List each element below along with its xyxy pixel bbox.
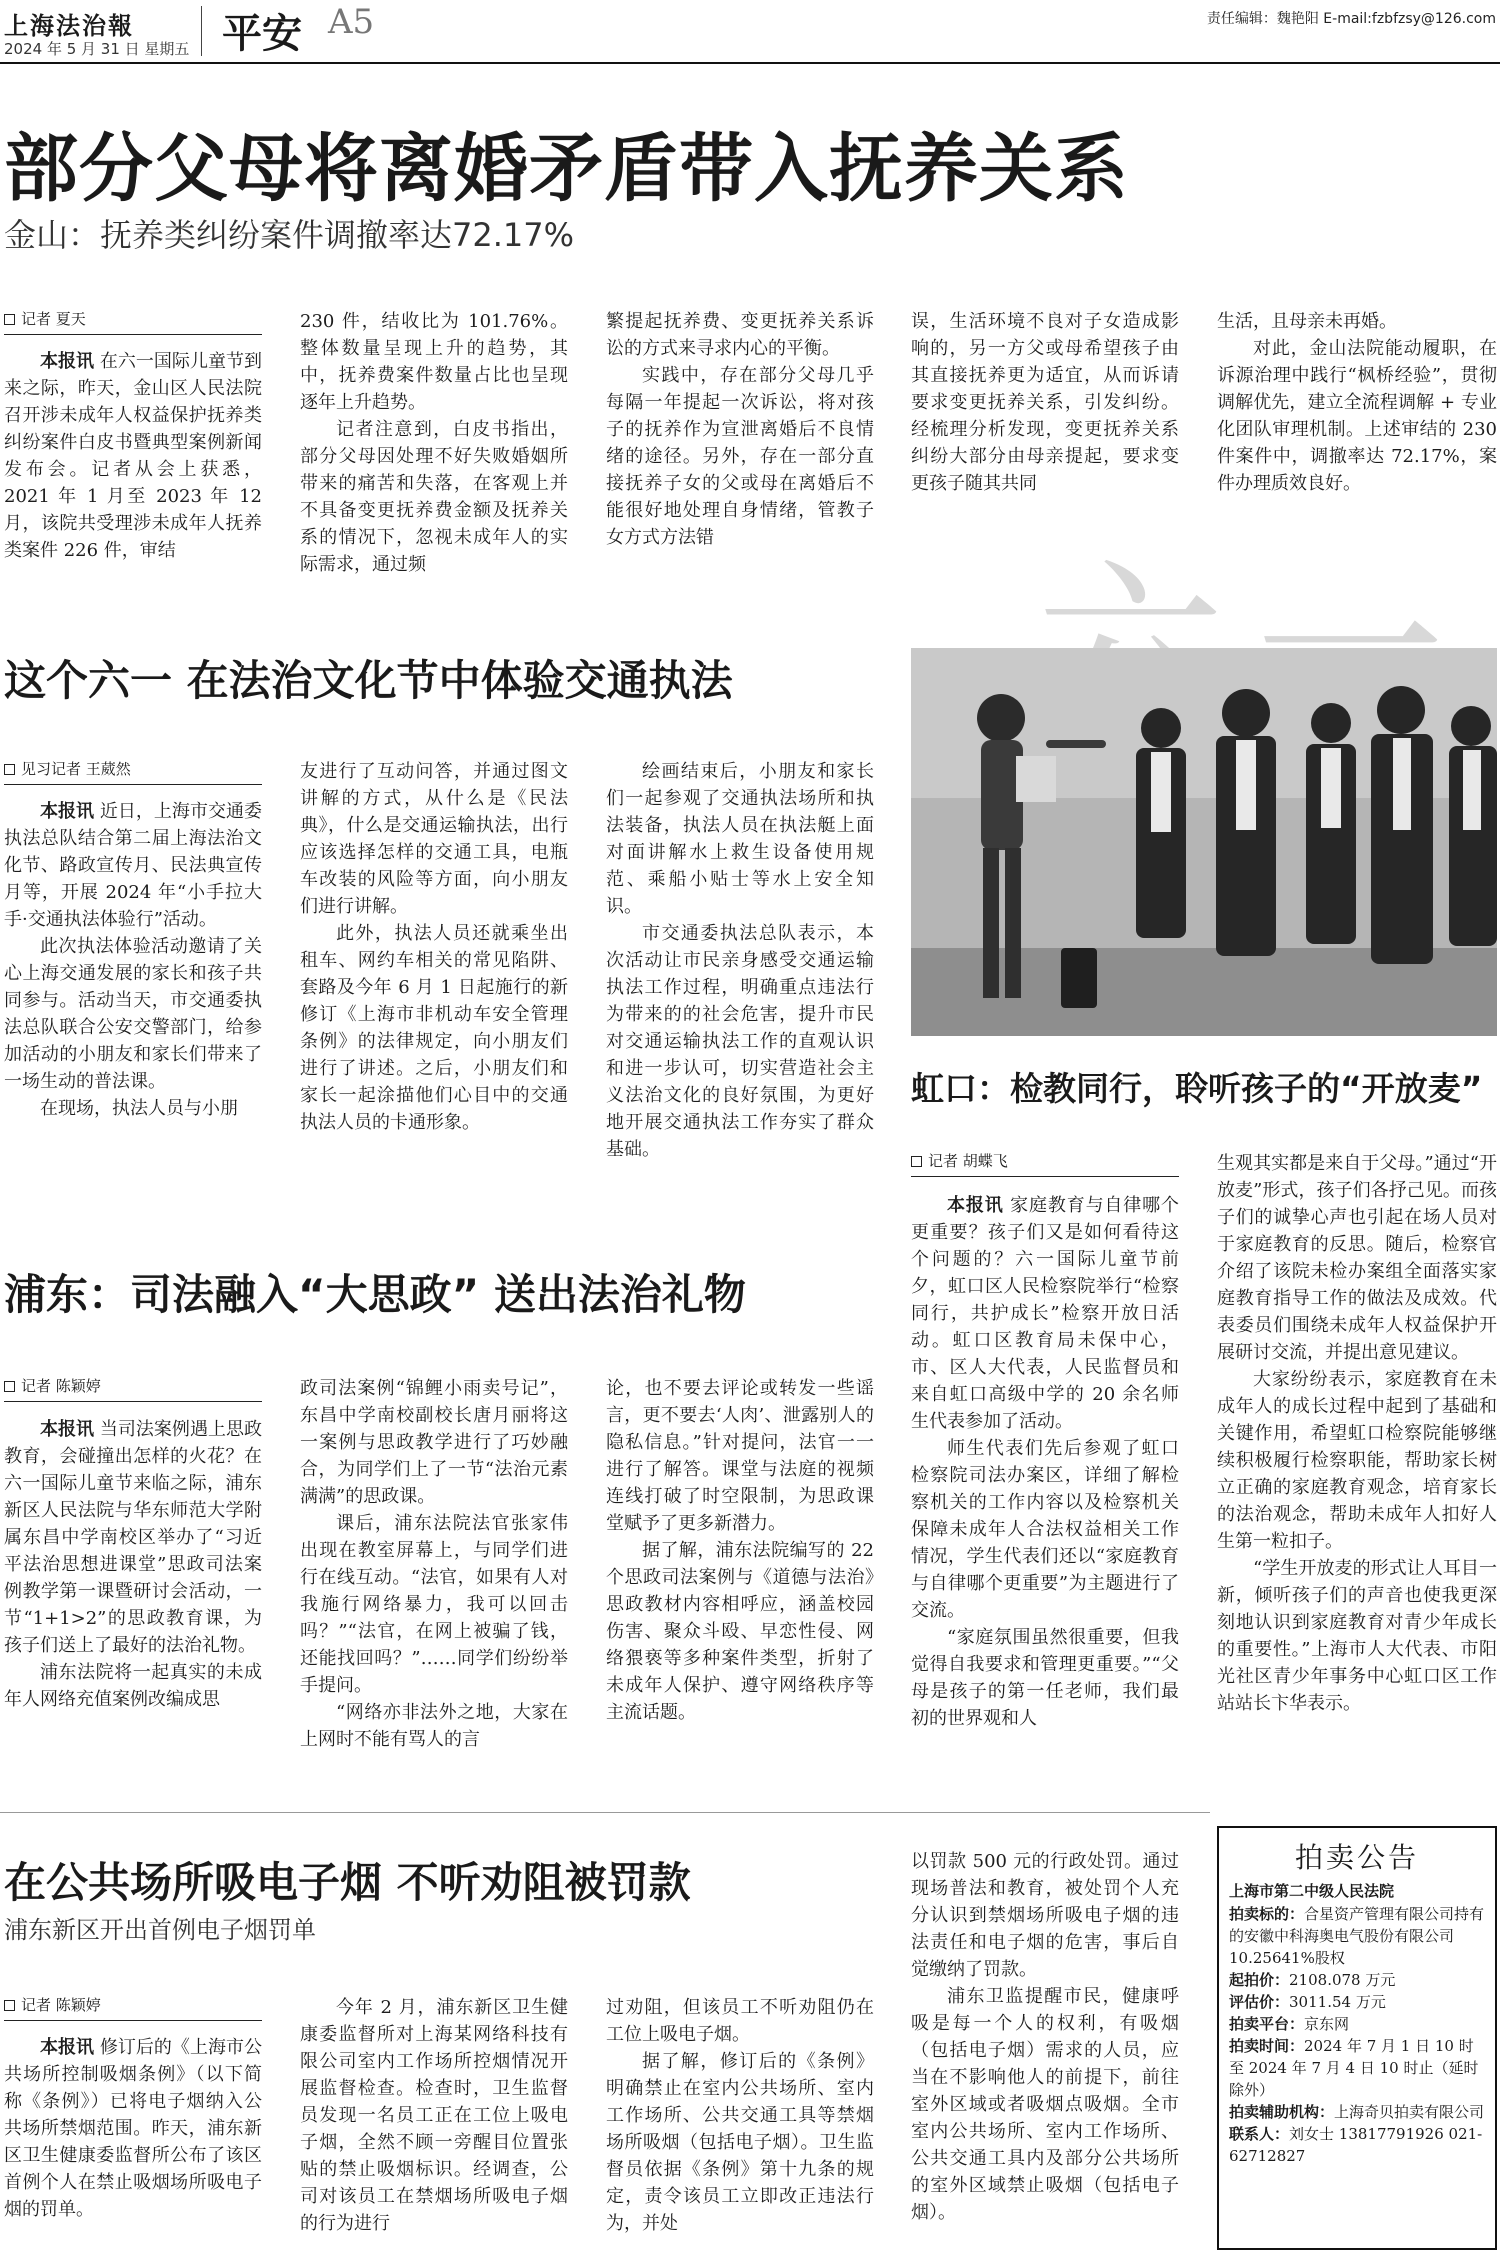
byline-marker <box>4 1381 15 1392</box>
newspaper-logo: 上海法治報 <box>4 11 134 40</box>
story2-col3-p2: 市交通委执法总队表示，本次活动让市民亲身感受交通运输执法工作过程，明确重点违法行为带来的的社会危害，提升市民对交通运输执法工作的直观认识和进一步认可，切实营造社会主义法治文化的良好氛围，为更好地开展交通执法工作夯实了群众基础。 <box>606 923 874 1160</box>
story3-headline: 虹口：检教同行，聆听孩子的“开放麦” <box>911 1069 1483 1108</box>
story3-col2-p2: 大家纷纷表示，家庭教育在未成年人的成长过程中起到了基础和关键作用，希望虹口检察院能够继续积极履行检察职能，帮助家长树立正确的家庭教育观念，培育家长的法治观念，帮助未成年人扣好人生第一粒扣子。 <box>1217 1369 1497 1552</box>
auction-notice <box>1217 1826 1497 2250</box>
story1-col4-p1: 误，生活环境不良对子女造成影响的，另一方父或母希望孩子由其直接抚养更为适宜，从而诉请要求变更抚养关系，引发纠纷。经梳理分析发现，变更抚养关系纠纷大部分由母亲提起，要求变更孩子随其共同 <box>911 311 1179 494</box>
story1-col3-p1: 繁提起抚养费、变更抚养关系诉讼的方式来寻求内心的平衡。 <box>606 311 874 359</box>
story4-col3-p2: 据了解，浦东法院编写的 22 个思政司法案例与《道德与法治》思政教材内容相呼应，涵盖校园伤害、聚众斗殴、早恋性侵、网络猥亵等多种案件类型，折射了未成年人保护、遵守网络秩序等主流话题。 <box>606 1540 874 1723</box>
story1-byline <box>4 308 262 335</box>
story5-headline: 在公共场所吸电子烟 不听劝阻被罚款 <box>4 1858 691 1907</box>
story5-column-3 <box>606 1994 874 2250</box>
byline-text: 记者 夏天 <box>21 310 86 328</box>
byline-text: 见习记者 王葳然 <box>21 760 131 778</box>
section-divider <box>0 1812 1210 1813</box>
story4-col1-p2: 浦东法院将一起真实的未成年人网络充值案例改编成思 <box>4 1662 262 1710</box>
story4-col2-p2: 课后，浦东法院法官张家伟出现在教室屏幕上，与同学们进行在线互动。“法官，如果有人对我施行网络暴力，我可以回击吗？”“法官，在网上被骗了钱，还能找回吗？”……同学们纷纷举手提问。 <box>300 1513 568 1696</box>
auction-contact: 联系人：刘女士 13817791926 021-62712827 <box>1229 2125 1483 2165</box>
photo-illustration <box>911 648 1497 1036</box>
story5-column-1 <box>4 2034 262 2250</box>
story1-column-4 <box>911 308 1179 508</box>
story1-column-2 <box>300 308 568 588</box>
story5-col3-p2: 据了解，修订后的《条例》明确禁止在室内公共场所、室内工作场所、公共交通工具等禁烟场所吸烟（包括电子烟）。卫生监督员依据《条例》第十九条的规定，责令该员工立即改正违法行为，并处 <box>606 2051 874 2234</box>
byline-text: 记者 胡蝶飞 <box>928 1152 1008 1170</box>
story1-column-1 <box>4 348 262 588</box>
story3-col2-p1: 生观其实都是来自于父母。”通过“开放麦”形式，孩子们各抒己见。而孩子们的诚挚心声也引起在场人员对于家庭教育的反思。随后，检察官介绍了该院未检办案组全面落实家庭教育指导工作的做法及成效。代表委员们围绕未成年人权益保护开展研讨交流，并提出意见建议。 <box>1217 1153 1497 1363</box>
story5-col3-p1: 过劝阻，但该员工不听劝阻仍在工位上吸电子烟。 <box>606 1997 874 2045</box>
lead-label: 本报讯 <box>40 801 95 822</box>
news-photo <box>911 648 1497 1036</box>
story3-col1-p1: 家庭教育与自律哪个更重要？孩子们又是如何看待这个问题的？六一国际儿童节前夕，虹口区人民检察院举行“检察同行，共护成长”检察开放日活动。虹口区教育局未保中心，市、区人大代表，人民监督员和来自虹口高级中学的 20 余名师生代表参加了活动。 <box>911 1195 1179 1432</box>
byline-marker <box>4 764 15 775</box>
story2-col1-p3: 在现场，执法人员与小朋 <box>40 1098 238 1119</box>
story1-subhead: 金山：抚养类纠纷案件调撤率达72.17% <box>4 216 575 254</box>
story3-column-1 <box>911 1192 1179 1798</box>
masthead-rule <box>0 62 1500 64</box>
auction-start-price: 起拍价：2108.078 万元 <box>1229 1971 1396 1989</box>
story5-col4-p2: 浦东卫监提醒市民，健康呼吸是每一个人的权利，有吸烟（包括电子烟）需求的人员，应当在不影响他人的前提下，前往室外区域或者吸烟点吸烟。全市室内公共场所、室内工作场所、公共交通工具内及部分公共场所的室外区域禁止吸烟（包括电子烟）。 <box>911 1986 1179 2223</box>
auction-appraisal: 评估价：3011.54 万元 <box>1229 1993 1386 2011</box>
story1-column-5 <box>1217 308 1497 508</box>
section-name: 平安 <box>222 11 302 57</box>
auction-court: 上海市第二中级人民法院 <box>1229 1882 1395 1900</box>
story5-column-2 <box>300 1994 568 2250</box>
auction-platform: 拍卖平台：京东网 <box>1229 2015 1350 2033</box>
story1-col5-p1: 生活，且母亲未再婚。 <box>1217 311 1397 332</box>
issue-date: 2024 年 5 月 31 日 星期五 <box>4 40 190 58</box>
story4-col2-p1: 政司法案例“锦鲤小雨卖号记”，东昌中学南校副校长唐月丽将这一案例与思政教学进行了巧妙融合，为同学们上了一节“法治元素满满”的思政课。 <box>300 1378 568 1507</box>
story2-column-1 <box>4 798 262 1198</box>
story4-headline: 浦东：司法融入“大思政” 送出法治礼物 <box>4 1270 746 1319</box>
auction-item: 拍卖标的：合星资产管理有限公司持有的安徽中科海奥电气股份有限公司 10.25641%股权 <box>1229 1905 1485 1967</box>
story1-col3-p2: 实践中，存在部分父母几乎每隔一年提起一次诉讼，将对孩子的抚养作为宣泄离婚后不良情绪的途径。另外，存在一部分直接抚养子女的父或母在离婚后不能很好地处理自身情绪，管教子女方式方法错 <box>606 365 874 548</box>
story4-col2-p3: “网络亦非法外之地，大家在上网时不能有骂人的言 <box>300 1702 568 1750</box>
story5-subhead: 浦东新区开出首例电子烟罚单 <box>4 1916 316 1944</box>
story2-byline <box>4 758 262 785</box>
story4-column-3 <box>606 1375 874 1800</box>
story4-column-1 <box>4 1416 262 1800</box>
auction-title: 拍卖公告 <box>1294 1841 1419 1874</box>
byline-marker <box>911 1156 922 1167</box>
byline-marker <box>4 314 15 325</box>
story1-col2-p1: 230 件，结收比为 101.76%。整体数量呈现上升的趋势，其中，抚养费案件数量占比也呈现逐年上升趋势。 <box>300 311 568 413</box>
page-number: A5 <box>328 2 375 42</box>
byline-marker <box>4 2000 15 2011</box>
story1-col1-text: 在六一国际儿童节到来之际，昨天，金山区人民法院召开涉未成年人权益保护抚养类纠纷案件白皮书暨典型案例新闻发布会。记者从会上获悉，2021 年 1 月至 2023 年 12 月，该院共受理涉未成年人抚养类案件 226 件，审结 <box>4 351 262 561</box>
auction-agency: 拍卖辅助机构：上海奇贝拍卖有限公司 <box>1229 2103 1485 2121</box>
story2-col3-p1: 绘画结束后，小朋友和家长们一起参观了交通执法场所和执法装备，执法人员在执法艇上面对面讲解水上救生设备使用规范、乘船小贴士等水上安全知识。 <box>606 761 874 917</box>
story4-byline <box>4 1375 262 1402</box>
story2-column-3 <box>606 758 874 1200</box>
story1-col2-p2: 记者注意到，白皮书指出，部分父母因处理不好失败婚姻所带来的痛苦和失落，在客观上并不具备变更抚养费金额及抚养关系的情况下，忽视未成年人的实际需求，通过频 <box>300 419 568 575</box>
byline-text: 记者 陈颖婷 <box>21 1377 101 1395</box>
story5-col4-p1: 以罚款 500 元的行政处罚。通过现场普法和教育，被处罚个人充分认识到禁烟场所吸电子烟的违法责任和电子烟的危害，事后自觉缴纳了罚款。 <box>911 1851 1179 1980</box>
story4-col3-p1: 论，也不要去评论或转发一些谣言，更不要去‘人肉’、泄露别人的隐私信息。”针对提问，法官一一进行了解答。课堂与法庭的视频连线打破了时空限制，为思政课堂赋予了更多新潜力。 <box>606 1378 874 1534</box>
story4-column-2 <box>300 1375 568 1800</box>
story2-column-2 <box>300 758 568 1200</box>
story5-byline <box>4 1994 262 2021</box>
masthead-divider <box>201 6 202 56</box>
story4-col1-p1: 当司法案例遇上思政教育，会碰撞出怎样的火花？在六一国际儿童节来临之际，浦东新区人民法院与华东师范大学附属东昌中学南校区举办了“习近平法治思想进课堂”思政司法案例教学第一课暨研讨会活动，一节“1+1>2”的思政教育课，为孩子们送上了最好的法治礼物。 <box>4 1419 262 1656</box>
story5-column-4 <box>911 1848 1179 2250</box>
editor-credit: 责任编辑：魏艳阳 E-mail:fzbfzsy@126.com <box>1206 11 1496 27</box>
story3-col2-p3: “学生开放麦的形式让人耳目一新，倾听孩子们的声音也使我更深刻地认识到家庭教育对青少年成长的重要性。”上海市人大代表、市阳光社区青少年事务中心虹口区工作站站长卞华表示。 <box>1217 1558 1497 1714</box>
story1-col5-p2: 对此，金山法院能动履职，在诉源治理中践行“枫桥经验”，贯彻调解优先，建立全流程调解 + 专业化团队审理机制。上述审结的 230 件案件中，调撤率达 72.17%，案件办理质效良好。 <box>1217 338 1497 494</box>
story1-headline: 部分父母将离婚矛盾带入抚养关系 <box>4 126 1129 212</box>
lead-label: 本报讯 <box>40 2037 95 2058</box>
story2-col1-p1: 近日，上海市交通委执法总队结合第二届上海法治文化节、路政宣传月、民法典宣传月等，开展 2024 年“小手拉大手·交通执法体验行”活动。 <box>4 801 262 930</box>
story5-col1-p1: 修订后的《上海市公共场所控制吸烟条例》（以下简称《条例》）已将电子烟纳入公共场所禁烟范围。昨天，浦东新区卫生健康委监督所公布了该区首例个人在禁止吸烟场所吸电子烟的罚单。 <box>4 2037 262 2220</box>
story5-col2-p1: 今年 2 月，浦东新区卫生健康委监督所对上海某网络科技有限公司室内工作场所控烟情况开展监督检查。检查时，卫生监督员发现一名员工正在工位上吸电子烟，全然不顾一旁醒目位置张贴的禁止吸烟标识。经调查，公司对该员工在禁烟场所吸电子烟的行为进行 <box>300 1997 568 2234</box>
lead-label: 本报讯 <box>947 1195 1004 1216</box>
story2-col2-p2: 此外，执法人员还就乘坐出租车、网约车相关的常见陷阱、套路及今年 6 月 1 日起施行的新修订《上海市非机动车安全管理条例》的法律规定，向小朋友们进行了讲述。之后，小朋友们和家长一起涂描他们心目中的交通执法人员的卡通形象。 <box>300 923 568 1133</box>
story2-col1-p2: 此次执法体验活动邀请了关心上海交通发展的家长和孩子共同参与。活动当天，市交通委执法总队联合公安交警部门，给参加活动的小朋友和家长们带来了一场生动的普法课。 <box>4 936 262 1092</box>
story3-col1-p3: “家庭氛围虽然很重要，但我觉得自我要求和管理更重要。”“父母是孩子的第一任老师，我们最初的世界观和人 <box>911 1627 1179 1729</box>
story3-column-2 <box>1217 1150 1497 1800</box>
story3-col1-p2: 师生代表们先后参观了虹口检察院司法办案区，详细了解检察机关的工作内容以及检察机关保障未成年人合法权益相关工作情况，学生代表们还以“家庭教育与自律哪个更重要”为主题进行了交流。 <box>911 1438 1179 1621</box>
story2-col2-p1: 友进行了互动问答，并通过图文讲解的方式，从什么是《民法典》，什么是交通运输执法，出行应该选择怎样的交通工具，电瓶车改装的风险等方面，向小朋友们进行讲解。 <box>300 761 568 917</box>
story1-column-3 <box>606 308 874 588</box>
story3-byline <box>911 1150 1179 1177</box>
byline-text: 记者 陈颖婷 <box>21 1996 101 2014</box>
lead-label: 本报讯 <box>40 1419 95 1440</box>
lead-label: 本报讯 <box>40 351 95 372</box>
auction-time: 拍卖时间：2024 年 7 月 1 日 10 时至 2024 年 7 月 4 日 10 时止（延时除外） <box>1229 2037 1479 2099</box>
story2-headline: 这个六一 在法治文化节中体验交通执法 <box>4 656 733 705</box>
